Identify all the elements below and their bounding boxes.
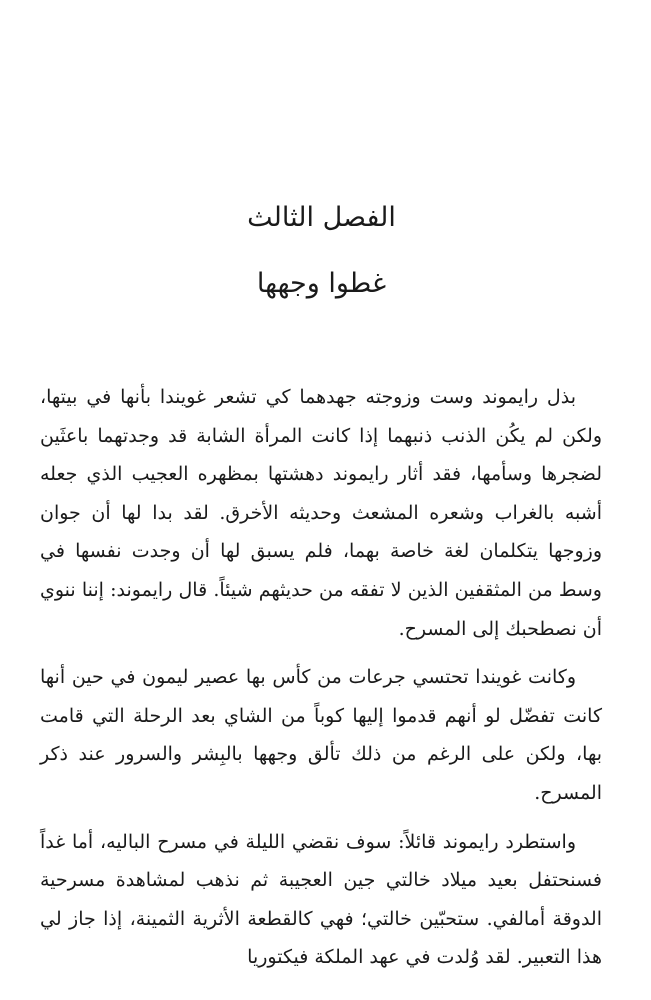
chapter-title: الفصل الثالث bbox=[247, 202, 396, 233]
paragraph-3: واستطرد رايموند قائلاً: سوف نقضي الليلة في مسرح الباليه، أما غداً فسنحتفل بعيد ميلاد خالتي جين العجيبة ثم نذهب لمشاهدة مسرحية الدوقة أمالفي. ستحبّين خالتي؛ فهي كالقطعة الأثرية الثمينة، إذا جاز لي هذا التعبير. لقد وُلدت في عهد الملكة فيكتوريا bbox=[40, 830, 602, 969]
paragraph-1: بذل رايموند وست وزوجته جهدهما كي تشعر غويندا بأنها في بيتها، ولكن لم يكُن الذنب ذنبهما إذا كانت المرأة الشابة قد وجدتهما باعثَين لضجرها وسأمها، فقد أثار رايموند دهشتها بمظهره العجيب الذي جعله أشبه بالغراب وشعره المشعث وحديثه الأخرق. لقد بدا لها أن جوان وزوجها يتكلمان لغة خاصة بهما، فلم يسبق لها أن وجدت نفسها في وسط من المثقفين الذين لا تفقه من حديثهم شيئاً. قال رايموند: إننا ننوي أن نصطحبك إلى المسرح. bbox=[40, 386, 602, 640]
paragraph-2: وكانت غويندا تحتسي جرعات من كأس بها عصير ليمون في حين أنها كانت تفضّل لو أنهم قدموا إليها كوباً من الشاي بعد الرحلة التي قامت بها، ولكن على الرغم من ذلك تألق وجهها بالبِشر والسرور عند ذكر المسرح. bbox=[40, 666, 602, 804]
chapter-subtitle: غطوا وجهها bbox=[256, 268, 387, 299]
chapter-body bbox=[40, 378, 602, 987]
